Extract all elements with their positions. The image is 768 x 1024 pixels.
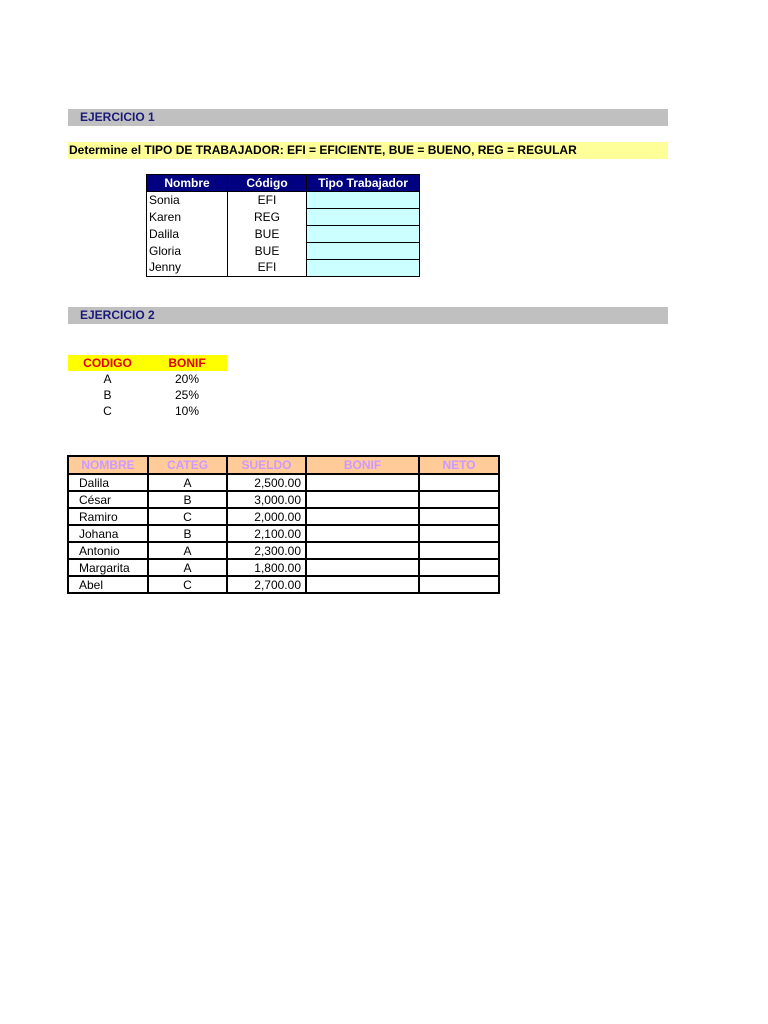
cell-bonif[interactable]: 10% (174, 404, 200, 418)
cell-nombre[interactable]: Sonia (147, 192, 228, 209)
header-codigo: CODIGO (68, 355, 147, 371)
cell-sueldo[interactable]: 2,500.00 (227, 474, 306, 491)
cell-neto[interactable] (419, 559, 499, 576)
table-header-row (68, 355, 227, 371)
cell-bonif[interactable] (306, 474, 419, 491)
cell-codigo[interactable]: BUE (228, 226, 307, 243)
header-bonif: BONIF (306, 456, 419, 474)
cell-nombre[interactable]: César (68, 491, 148, 508)
cell-neto[interactable] (419, 525, 499, 542)
cell-tipo-trabajador[interactable] (307, 226, 420, 243)
ejercicio-1-header: EJERCICIO 1 (68, 109, 668, 126)
table-row (68, 403, 227, 419)
cell-nombre[interactable]: Antonio (68, 542, 148, 559)
ejercicio-1-instruction: Determine el TIPO DE TRABAJADOR: EFI = EFICIENTE, BUE = BUENO, REG = REGULAR (68, 142, 668, 159)
cell-sueldo[interactable]: 3,000.00 (227, 491, 306, 508)
table-row (68, 491, 499, 508)
cell-tipo-trabajador[interactable] (307, 209, 420, 226)
cell-nombre[interactable]: Gloria (147, 243, 228, 260)
cell-sueldo[interactable]: 2,700.00 (227, 576, 306, 593)
cell-neto[interactable] (419, 491, 499, 508)
cell-bonif[interactable] (306, 508, 419, 525)
table-row (68, 576, 499, 593)
cell-tipo-trabajador[interactable] (307, 260, 420, 277)
cell-bonif[interactable] (306, 542, 419, 559)
table-row (68, 508, 499, 525)
cell-bonif[interactable]: 25% (174, 388, 200, 402)
header-nombre: Nombre (147, 175, 228, 192)
table-row (147, 192, 420, 209)
cell-codigo[interactable]: B (103, 388, 112, 402)
header-tipo-trabajador: Tipo Trabajador (307, 175, 420, 192)
table-row (68, 387, 227, 403)
cell-tipo-trabajador[interactable] (307, 243, 420, 260)
cell-sueldo[interactable]: 2,300.00 (227, 542, 306, 559)
cell-sueldo[interactable]: 1,800.00 (227, 559, 306, 576)
header-bonif: BONIF (147, 355, 227, 371)
cell-categ[interactable]: C (148, 508, 227, 525)
cell-bonif[interactable] (306, 576, 419, 593)
cell-nombre[interactable]: Abel (68, 576, 148, 593)
table-row (68, 542, 499, 559)
cell-bonif[interactable]: 20% (174, 372, 200, 386)
cell-categ[interactable]: A (148, 542, 227, 559)
cell-neto[interactable] (419, 542, 499, 559)
header-sueldo: SUELDO (227, 456, 306, 474)
cell-neto[interactable] (419, 474, 499, 491)
cell-codigo[interactable]: C (103, 404, 112, 418)
table-row (68, 559, 499, 576)
table-row (147, 260, 420, 277)
cell-bonif[interactable] (306, 491, 419, 508)
cell-bonif[interactable] (306, 559, 419, 576)
cell-bonif[interactable] (306, 525, 419, 542)
header-categ: CATEG (148, 456, 227, 474)
cell-neto[interactable] (419, 576, 499, 593)
cell-codigo[interactable]: REG (228, 209, 307, 226)
cell-codigo[interactable]: BUE (228, 243, 307, 260)
bonif-lookup-table (68, 355, 227, 419)
table-header-row (68, 456, 499, 474)
cell-categ[interactable]: A (148, 474, 227, 491)
cell-nombre[interactable]: Dalila (68, 474, 148, 491)
header-neto: NETO (419, 456, 499, 474)
cell-sueldo[interactable]: 2,000.00 (227, 508, 306, 525)
cell-codigo[interactable]: EFI (228, 192, 307, 209)
ejercicio-2-header: EJERCICIO 2 (68, 307, 668, 324)
table-row (147, 226, 420, 243)
table-row (68, 371, 227, 387)
cell-nombre[interactable]: Karen (147, 209, 228, 226)
worker-type-table (146, 174, 420, 277)
table-row (68, 474, 499, 491)
cell-nombre[interactable]: Jenny (147, 260, 228, 277)
salary-table (67, 455, 500, 594)
cell-categ[interactable]: C (148, 576, 227, 593)
cell-codigo[interactable]: EFI (228, 260, 307, 277)
cell-nombre[interactable]: Margarita (68, 559, 148, 576)
table-header-row (147, 175, 420, 192)
cell-sueldo[interactable]: 2,100.00 (227, 525, 306, 542)
cell-nombre[interactable]: Dalila (147, 226, 228, 243)
cell-nombre[interactable]: Ramiro (68, 508, 148, 525)
cell-tipo-trabajador[interactable] (307, 192, 420, 209)
header-codigo: Código (228, 175, 307, 192)
cell-neto[interactable] (419, 508, 499, 525)
cell-categ[interactable]: B (148, 491, 227, 508)
cell-categ[interactable]: A (148, 559, 227, 576)
table-row (68, 525, 499, 542)
table-row (147, 209, 420, 226)
cell-categ[interactable]: B (148, 525, 227, 542)
cell-nombre[interactable]: Johana (68, 525, 148, 542)
cell-codigo[interactable]: A (103, 372, 112, 386)
header-nombre: NOMBRE (68, 456, 148, 474)
table-row (147, 243, 420, 260)
